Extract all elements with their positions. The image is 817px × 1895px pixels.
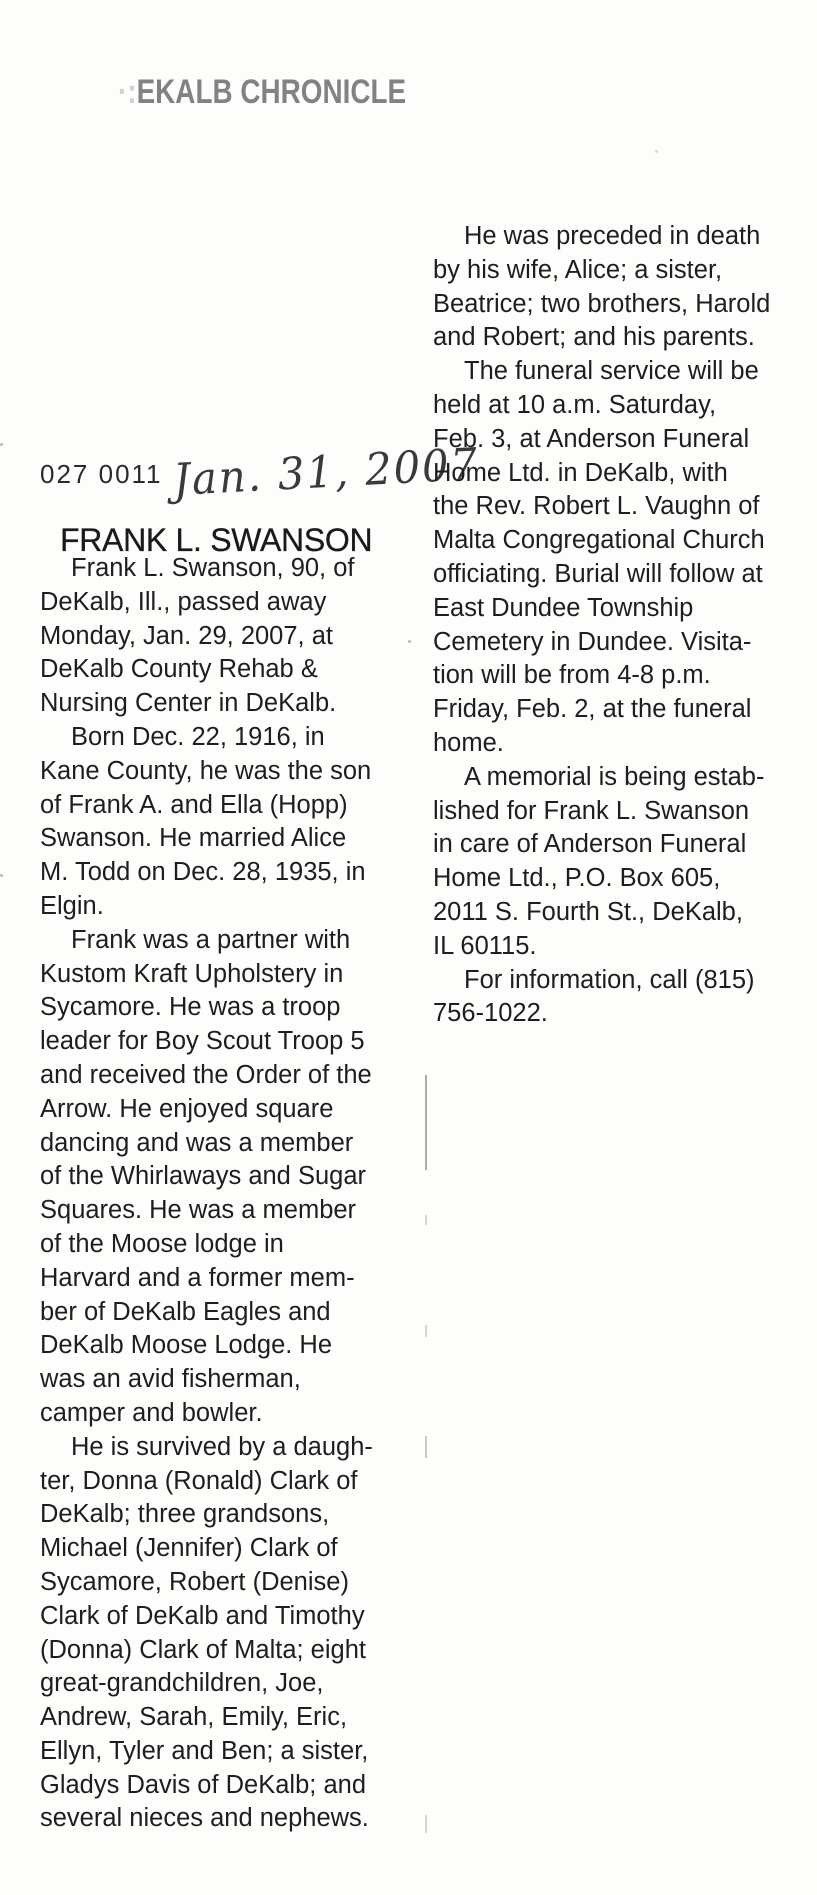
text-line: in care of Anderson Funeral bbox=[433, 830, 747, 859]
text-line: Beatrice; two brothers, Harold bbox=[433, 289, 771, 318]
text-line: of the Whirlaways and Sugar bbox=[40, 1162, 366, 1191]
text-line: home. bbox=[433, 728, 504, 757]
text-line: Squares. He was a member bbox=[40, 1196, 357, 1225]
text-line: Andrew, Sarah, Emily, Eric, bbox=[40, 1703, 348, 1732]
text-line: leader for Boy Scout Troop 5 bbox=[40, 1027, 365, 1056]
scan-dot bbox=[408, 640, 411, 643]
text-line: Clark of DeKalb and Timothy bbox=[40, 1601, 365, 1630]
text-line: was an avid fisherman, bbox=[40, 1365, 301, 1394]
text-line: ber of DeKalb Eagles and bbox=[40, 1297, 331, 1326]
scan-mark-line bbox=[425, 1436, 427, 1458]
scan-dot bbox=[655, 150, 658, 153]
text-line: held at 10 a.m. Saturday, bbox=[433, 390, 717, 419]
text-line: M. Todd on Dec. 28, 1935, in bbox=[40, 858, 366, 887]
text-line: The funeral service will be bbox=[464, 357, 759, 386]
newspaper-masthead bbox=[118, 73, 406, 112]
text-line: He is survived by a daugh- bbox=[71, 1432, 373, 1461]
text-line: dancing and was a member bbox=[40, 1128, 354, 1157]
text-line: Malta Congregational Church bbox=[433, 526, 765, 555]
text-line: IL 60115. bbox=[433, 931, 537, 960]
text-line: DeKalb County Rehab & bbox=[40, 655, 318, 684]
text-line: Friday, Feb. 2, at the funeral bbox=[433, 695, 752, 724]
text-line: and received the Order of the bbox=[40, 1060, 372, 1089]
text-line: Sycamore. He was a troop bbox=[40, 993, 341, 1022]
text-line: A memorial is being estab- bbox=[464, 762, 765, 791]
scan-mark-line bbox=[425, 1325, 427, 1337]
text-line: Home Ltd. in DeKalb, with bbox=[433, 458, 728, 487]
text-line: DeKalb Moose Lodge. He bbox=[40, 1331, 333, 1360]
text-line: lished for Frank L. Swanson bbox=[433, 796, 750, 825]
scan-mark-line bbox=[425, 1075, 427, 1170]
text-line: Gladys Davis of DeKalb; and bbox=[40, 1770, 366, 1799]
text-line: DeKalb, Ill., passed away bbox=[40, 587, 327, 616]
text-line: Feb. 3, at Anderson Funeral bbox=[433, 424, 750, 453]
text-line: Frank L. Swanson, 90, of bbox=[71, 554, 355, 582]
text-line: Sycamore, Robert (Denise) bbox=[40, 1567, 349, 1596]
text-line: Cemetery in Dundee. Visita- bbox=[433, 627, 752, 656]
text-line: He was preceded in death bbox=[464, 222, 761, 250]
text-line: the Rev. Robert L. Vaughn of bbox=[433, 492, 760, 521]
text-line: For information, call (815) bbox=[464, 965, 755, 994]
obituary-left-column bbox=[40, 552, 390, 1836]
obituary-right-column bbox=[433, 220, 813, 1031]
text-line: Elgin. bbox=[40, 891, 104, 920]
text-line: several nieces and nephews. bbox=[40, 1804, 369, 1833]
text-line: East Dundee Township bbox=[433, 593, 694, 622]
text-line: DeKalb; three grandsons, bbox=[40, 1500, 330, 1529]
text-line: Kane County, he was the son bbox=[40, 756, 372, 785]
text-line: by his wife, Alice; a sister, bbox=[433, 255, 723, 284]
scan-mark-line bbox=[425, 1215, 427, 1225]
text-line: of the Moose lodge in bbox=[40, 1229, 284, 1258]
masthead-title: EKALB CHRONICLE bbox=[136, 73, 407, 111]
text-line: Home Ltd., P.O. Box 605, bbox=[433, 864, 721, 893]
text-line: Kustom Kraft Upholstery in bbox=[40, 959, 344, 988]
text-line: Monday, Jan. 29, 2007, at bbox=[40, 621, 333, 650]
text-line: Born Dec. 22, 1916, in bbox=[71, 722, 325, 751]
text-line: and Robert; and his parents. bbox=[433, 323, 755, 352]
scan-dot bbox=[0, 443, 3, 446]
text-line: Michael (Jennifer) Clark of bbox=[40, 1534, 338, 1563]
text-line: great-grandchildren, Joe, bbox=[40, 1669, 324, 1698]
text-line: of Frank A. and Ella (Hopp) bbox=[40, 790, 348, 819]
clipped-header-fragment: 027 0011 bbox=[40, 459, 163, 489]
text-line: camper and bowler. bbox=[40, 1398, 263, 1427]
handwritten-date: Jan. 31, 2007 bbox=[172, 438, 481, 506]
text-line: Swanson. He married Alice bbox=[40, 824, 347, 853]
text-line: officiating. Burial will follow at bbox=[433, 559, 763, 588]
scan-dot bbox=[0, 874, 3, 877]
text-line: Nursing Center in DeKalb. bbox=[40, 689, 337, 718]
text-line: Ellyn, Tyler and Ben; a sister, bbox=[40, 1736, 369, 1765]
scan-mark-line bbox=[425, 1815, 427, 1833]
text-line: ter, Donna (Ronald) Clark of bbox=[40, 1466, 358, 1495]
obituary-name-heading: FRANK L. SWANSON bbox=[60, 522, 373, 558]
text-line: Harvard and a former mem- bbox=[40, 1263, 355, 1292]
masthead-faded-prefix: ·: bbox=[118, 73, 137, 111]
text-line: 756-1022. bbox=[433, 999, 548, 1028]
text-line: 2011 S. Fourth St., DeKalb, bbox=[433, 897, 743, 926]
text-line: Arrow. He enjoyed square bbox=[40, 1094, 334, 1123]
text-line: Frank was a partner with bbox=[71, 925, 351, 954]
text-line: (Donna) Clark of Malta; eight bbox=[40, 1635, 366, 1664]
text-line: tion will be from 4-8 p.m. bbox=[433, 661, 711, 690]
